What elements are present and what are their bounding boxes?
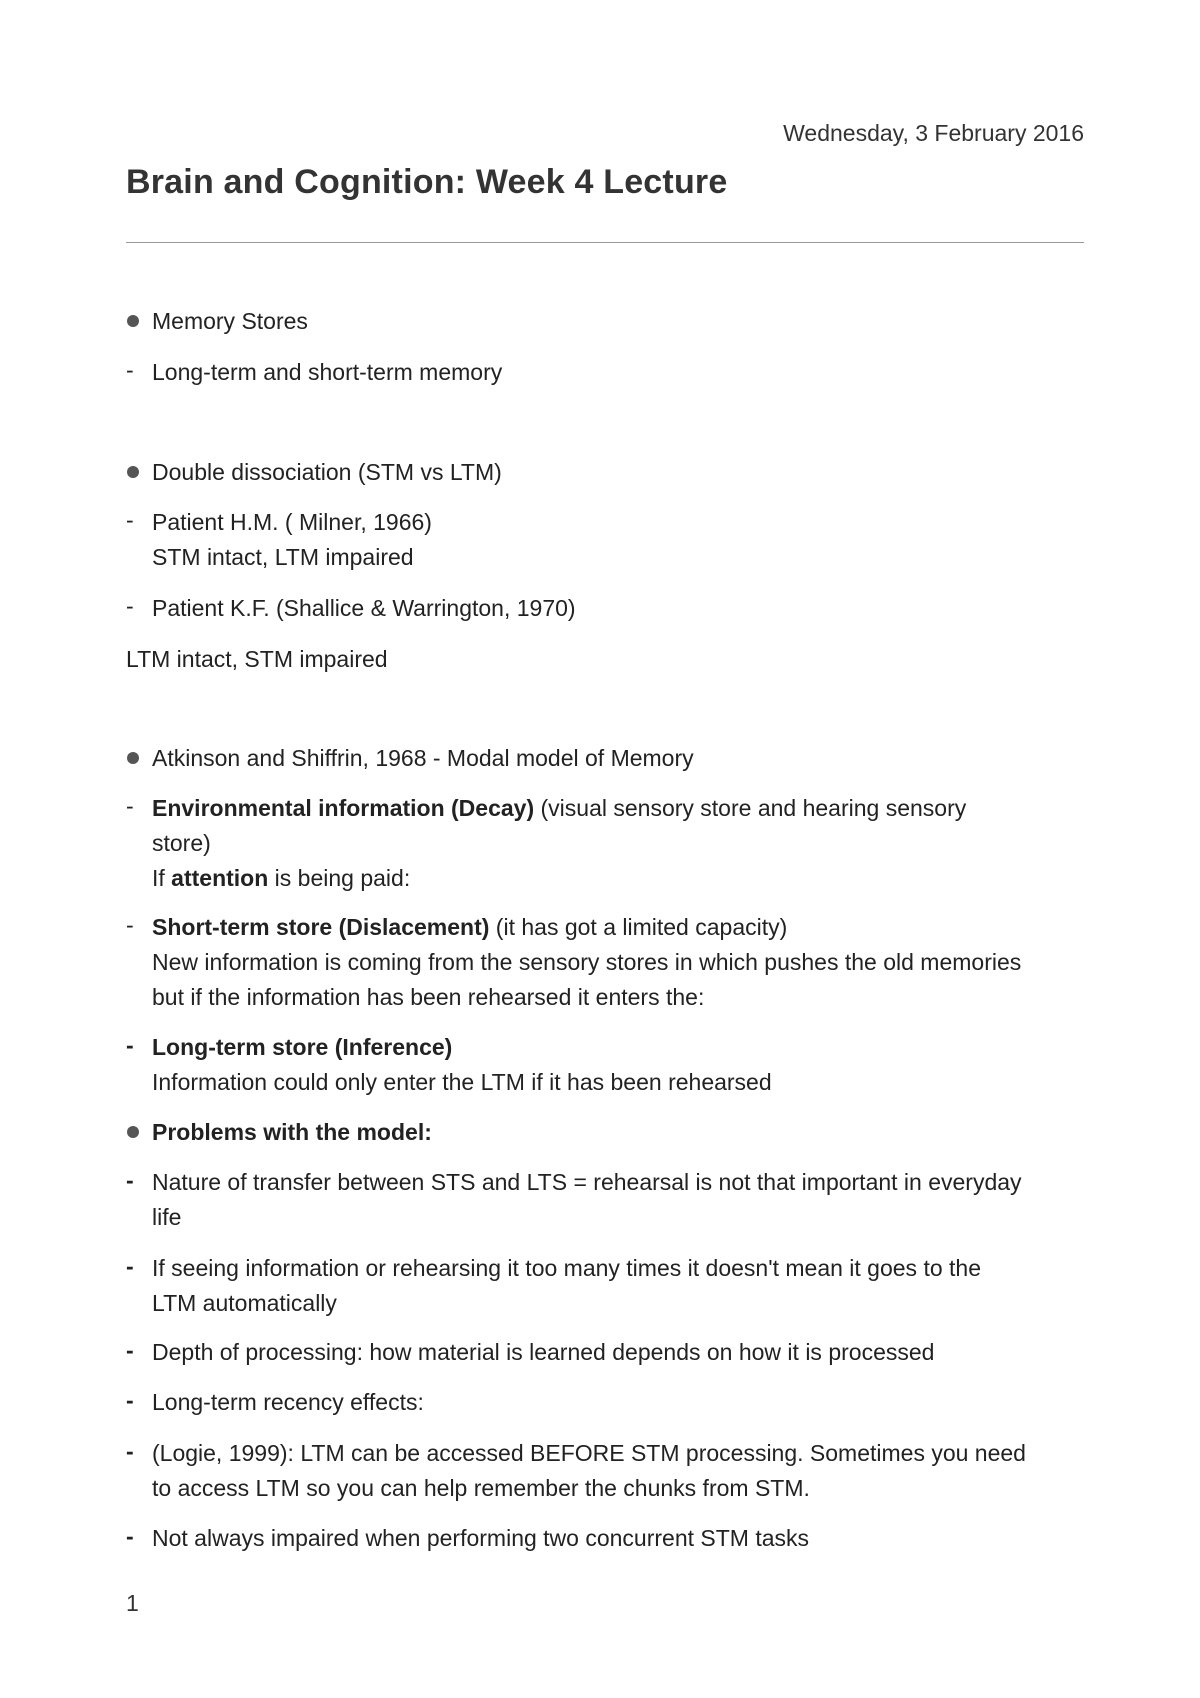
dash-icon: - [126,507,134,533]
continuation-text [152,861,1084,895]
dash-text: (Logie, 1999): LTM can be accessed BEFORE STM processing. Sometimes you need [152,1440,1026,1466]
dash-icon: - [126,593,134,619]
bold-term: Short-term store (Dislacement) [152,914,490,940]
continuation-text: store) [152,830,211,856]
title-divider [126,242,1084,243]
dash-icon: - [126,793,134,819]
dash-text: Not always impaired when performing two concurrent STM tasks [152,1525,810,1551]
bold-term: attention [171,865,269,891]
if-prefix: If [152,865,172,891]
page-number: 1 [126,1590,139,1616]
continuation-text: life [152,1204,182,1230]
dash-text [152,791,1084,825]
continuation-text: to access LTM so you can help remember the chunks from STM. [152,1475,810,1501]
plain-text: LTM intact, STM impaired [126,646,388,672]
dash-icon: - [126,1032,134,1058]
continuation-text: New information is coming from the sensory stores in which pushes the old memories [152,949,1022,975]
continuation-text: STM intact, LTM impaired [152,544,414,570]
dash-text [152,910,1084,944]
bullet-text: Problems with the model: [152,1119,432,1145]
term-description: (it has got a limited capacity) [489,914,788,940]
dash-text: Depth of processing: how material is learned depends on how it is processed [152,1339,935,1365]
dash-icon: - [126,1253,134,1279]
dash-text: Nature of transfer between STS and LTS = rehearsal is not that important in everyday [152,1169,1022,1195]
bullet-text: Memory Stores [152,308,308,334]
dash-text: Patient H.M. ( Milner, 1966) [152,509,432,535]
dash-icon: - [126,1438,134,1464]
dash-text: Long-term and short-term memory [152,359,503,385]
continuation-text: LTM automatically [152,1290,337,1316]
dash-icon: - [126,357,134,383]
document-page [126,0,1084,1698]
bullet-text: Double dissociation (STM vs LTM) [152,459,502,485]
dash-text: If seeing information or rehearsing it too many times it doesn't mean it goes to the [152,1255,981,1281]
dash-text: Patient K.F. (Shallice & Warrington, 1970) [152,595,576,621]
continuation-text: Information could only enter the LTM if it has been rehearsed [152,1069,772,1095]
dash-icon: - [126,912,134,938]
bullet-text: Atkinson and Shiffrin, 1968 - Modal model of Memory [152,745,694,771]
dash-icon: - [126,1337,134,1363]
dash-text: Long-term recency effects: [152,1389,424,1415]
if-suffix: is being paid: [268,865,411,891]
dash-icon: - [126,1387,134,1413]
lecture-date: Wednesday, 3 February 2016 [783,120,1084,146]
dash-icon: - [126,1523,134,1549]
dash-icon: - [126,1167,134,1193]
bold-term: Environmental information (Decay) [152,795,535,821]
continuation-text: but if the information has been rehearsed it enters the: [152,984,705,1010]
dash-text: Long-term store (Inference) [152,1034,453,1060]
term-description: (visual sensory store and hearing sensory [534,795,967,821]
page-title: Brain and Cognition: Week 4 Lecture [126,163,728,201]
